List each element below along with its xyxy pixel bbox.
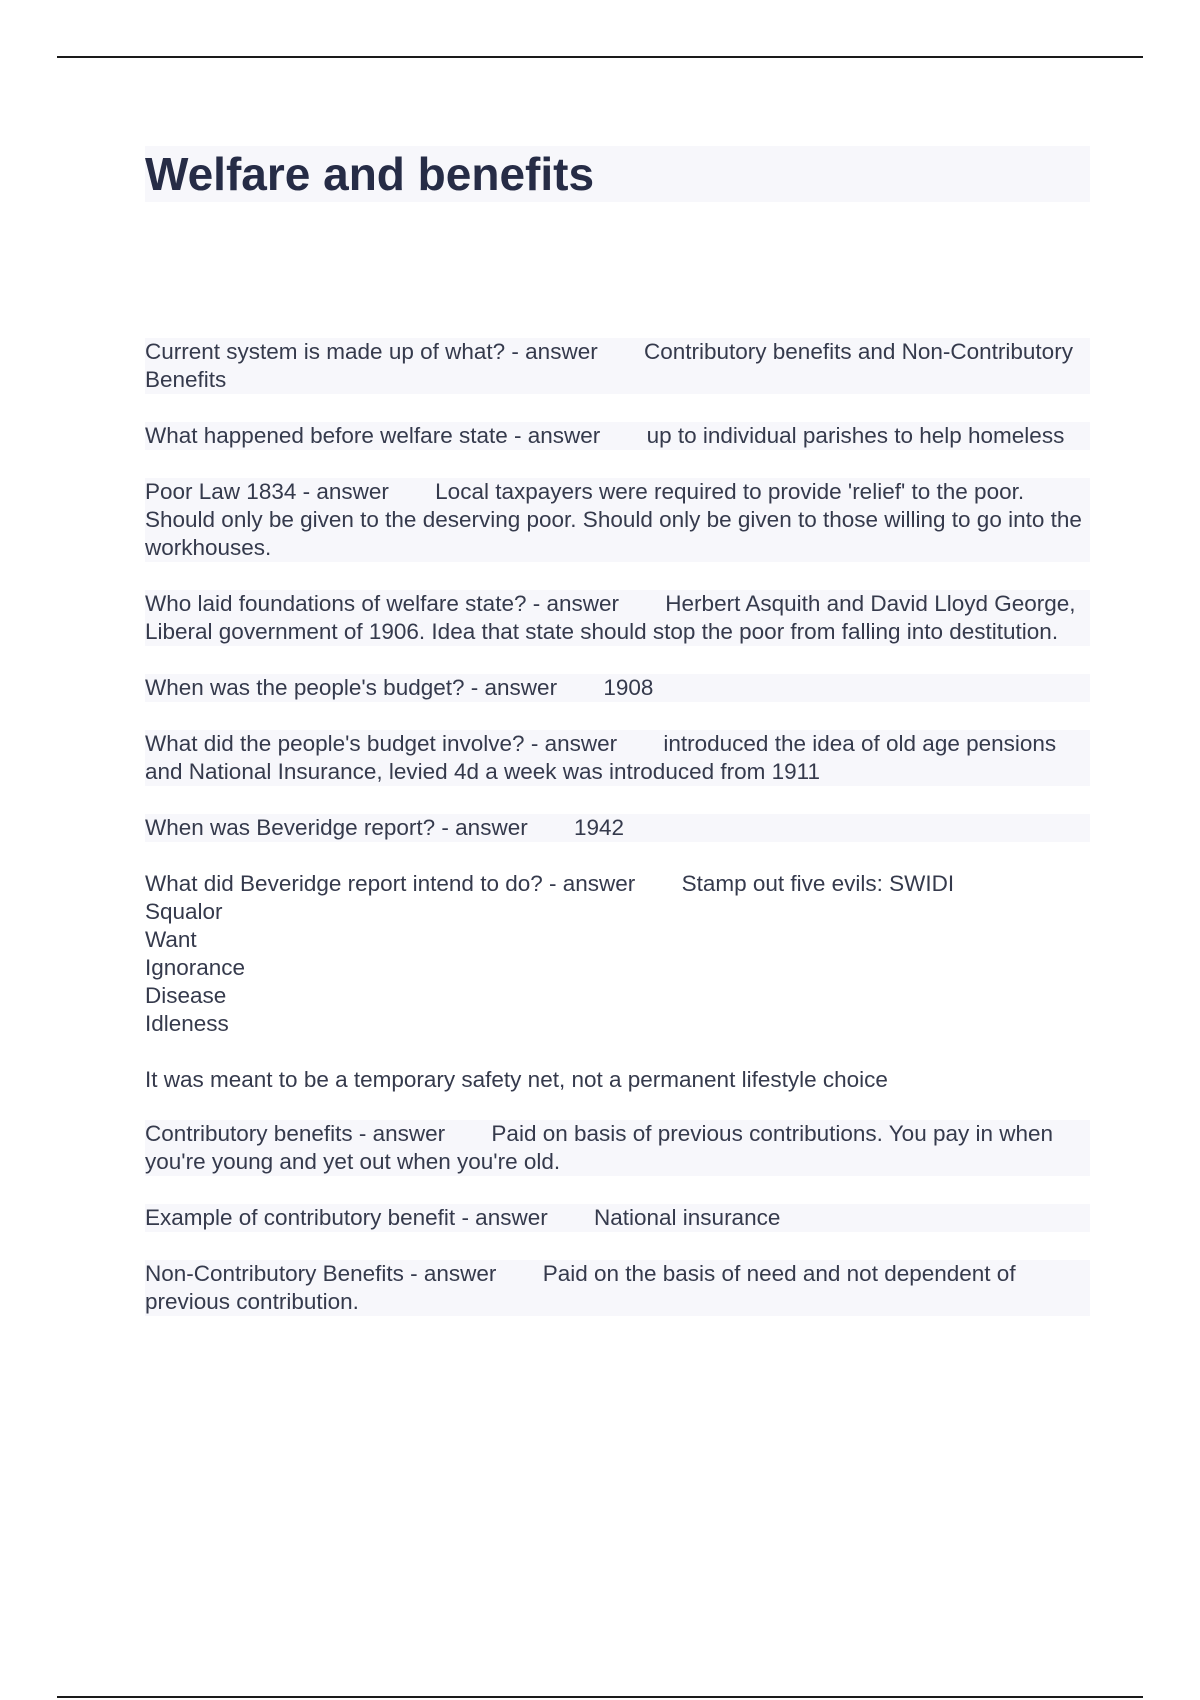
answer-text: Stamp out five evils: SWIDI	[681, 871, 955, 896]
qa-item	[145, 814, 1090, 842]
qa-list	[145, 338, 1090, 1344]
answer-text: National insurance	[593, 1205, 781, 1230]
question-text: When was the people's budget?	[145, 675, 465, 700]
qa-item	[145, 1120, 1090, 1176]
qa-item	[145, 338, 1090, 394]
top-rule	[57, 56, 1143, 58]
qa-item	[145, 1260, 1090, 1316]
page-title: Welfare and benefits	[145, 148, 595, 200]
evil-item: Squalor	[145, 899, 223, 924]
answer-marker: - answer	[461, 1205, 548, 1230]
answer-text: Local taxpayers were required to provide 'relief' to the poor. Should only be given to the deserving poor. Should only be given to those willing to go into the workhouses.	[145, 479, 1082, 560]
evil-item: Want	[145, 927, 197, 952]
question-text: Poor Law 1834	[145, 479, 297, 504]
answer-text: Paid on basis of previous contributions. You pay in when you're young and yet out when you're old.	[145, 1121, 1054, 1174]
question-text: Current system is made up of what?	[145, 339, 506, 364]
qa-item	[145, 674, 1090, 702]
evil-item: Ignorance	[145, 955, 246, 980]
question-text: What did the people's budget involve?	[145, 731, 525, 756]
answer-text: Herbert Asquith and David Lloyd George, Liberal government of 1906. Idea that state should stop the poor from falling into destitution.	[145, 591, 1076, 644]
answer-marker: - answer	[302, 479, 389, 504]
evil-item: Disease	[145, 983, 227, 1008]
qa-item	[145, 478, 1090, 562]
answer-text: up to individual parishes to help homeless	[646, 423, 1065, 448]
question-text: When was Beveridge report?	[145, 815, 436, 840]
answer-text: introduced the idea of old age pensions and National Insurance, levied 4d a week was introduced from 1911	[145, 731, 1057, 784]
answer-marker: - answer	[410, 1261, 497, 1286]
question-text: Non-Contributory Benefits	[145, 1261, 404, 1286]
qa-item	[145, 1204, 1090, 1232]
question-text: Who laid foundations of welfare state?	[145, 591, 527, 616]
answer-marker: - answer	[549, 871, 636, 896]
evil-item: Idleness	[145, 1011, 229, 1036]
answer-text: 1942	[573, 815, 625, 840]
qa-item	[145, 590, 1090, 646]
answer-marker: - answer	[470, 675, 558, 700]
bottom-rule	[57, 1696, 1143, 1698]
question-text: What happened before welfare state	[145, 423, 508, 448]
question-text: Example of contributory benefit	[145, 1205, 456, 1230]
answer-text: Contributory benefits and Non-Contributory Benefits	[145, 339, 1073, 392]
answer-marker: - answer	[358, 1121, 446, 1146]
question-text: Contributory benefits	[145, 1121, 353, 1146]
answer-text: 1908	[603, 675, 654, 700]
answer-marker: - answer	[530, 731, 618, 756]
answer-marker: - answer	[514, 423, 601, 448]
qa-item	[145, 870, 1090, 1038]
answer-text: Paid on the basis of need and not dependent of previous contribution.	[145, 1261, 1016, 1314]
note-text: It was meant to be a temporary safety net, not a permanent lifestyle choice	[145, 1067, 888, 1092]
qa-item	[145, 422, 1090, 450]
answer-marker: - answer	[532, 591, 620, 616]
answer-marker: - answer	[511, 339, 598, 364]
question-text: What did Beveridge report intend to do?	[145, 871, 543, 896]
answer-marker: - answer	[441, 815, 528, 840]
qa-item	[145, 730, 1090, 786]
